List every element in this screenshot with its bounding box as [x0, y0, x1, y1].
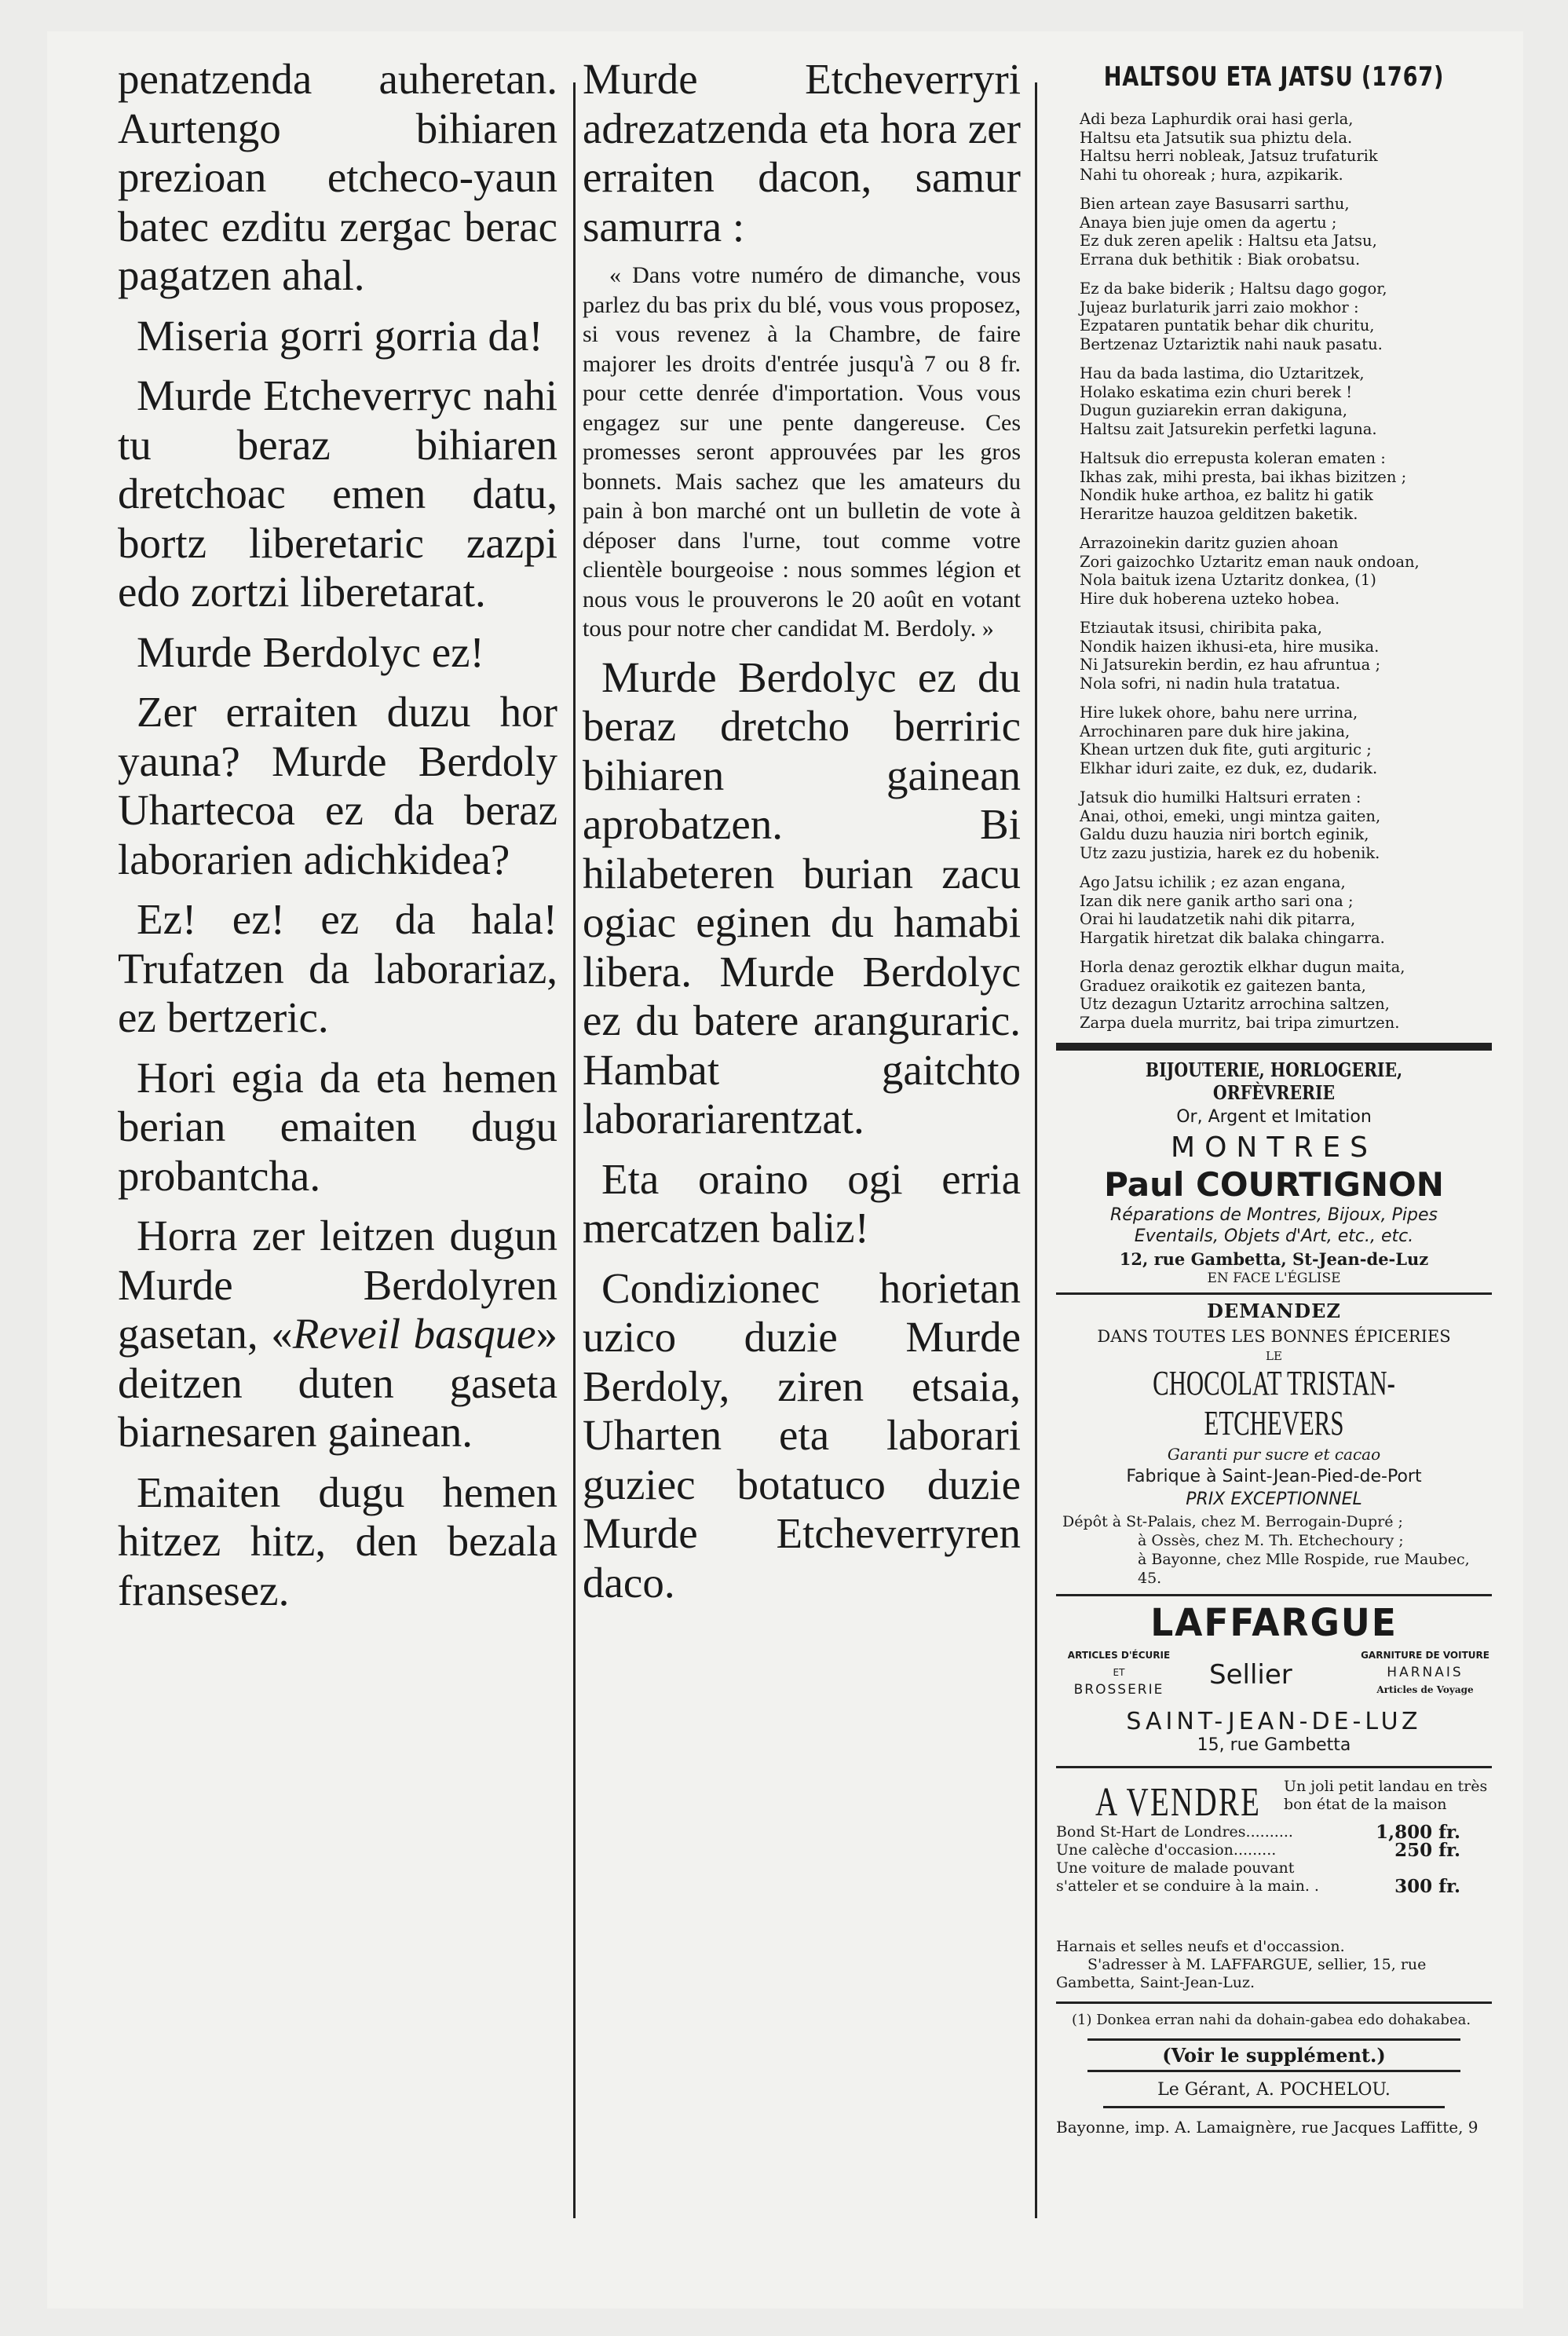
ad-heading: A VENDRE [1095, 1780, 1262, 1825]
poem-line: Ezpataren puntatik behar dik churitu, [1080, 316, 1375, 334]
poem-title: HALTSOU ETA JATSU (1767) [1103, 61, 1445, 93]
poem-line: Hire lukek ohore, bahu nere urrina, [1080, 704, 1358, 722]
poem-line: Utz dezagun Uztaritz arrochina saltzen, [1080, 995, 1390, 1013]
paragraph: Hori egia da eta hemen berian emaiten dugu probantcha. [118, 1053, 557, 1200]
poem-stanza [1080, 704, 1492, 777]
ad-left-block [1056, 1647, 1182, 1698]
ad-line: 15, rue Gambetta [1197, 1735, 1351, 1755]
ad-line: HARNAIS [1387, 1665, 1464, 1680]
supplement-note: (Voir le supplément.) [1162, 2044, 1386, 2067]
poem-line: Hau da bada lastima, dio Uztaritzek, [1080, 364, 1365, 382]
column-rule-1 [573, 82, 576, 2218]
column-rule-2 [1035, 82, 1037, 2218]
divider [1056, 1766, 1492, 1768]
poem-line: Anaya bien juje omen da agertu ; [1080, 213, 1337, 232]
ad-line: Un joli petit landau en très bon état de la maison [1284, 1778, 1488, 1813]
poem-stanza [1080, 280, 1492, 353]
poem-line: Anai, othoi, emeki, ungi mintza gaiten, [1080, 806, 1381, 825]
poem-line: Orai hi laudatzetik nahi dik pitarra, [1080, 910, 1356, 928]
poem-line: Hire duk hoberena uzteko hobea. [1080, 589, 1340, 608]
poem-line: Ez duk zeren apelik : Haltsu eta Jatsu, [1080, 232, 1377, 250]
poem-line: Khean urtzen duk fite, guti argituric ; [1080, 740, 1372, 759]
ad-right-block [1358, 1647, 1492, 1698]
paragraph: Murde Berdolyc ez! [137, 627, 484, 676]
ad-line: à Ossès, chez M. Th. Etchechoury ; [1138, 1532, 1404, 1549]
ad-line: MONTRES [1171, 1131, 1377, 1164]
poem-line: Nondik huke arthoa, ez balitz hi gatik [1080, 486, 1373, 504]
gerant: Le Gérant, A. POCHELOU. [1157, 2080, 1391, 2100]
poem-line: Haltsuk dio errepusta koleran ematen : [1080, 449, 1386, 467]
sale-item-price: 250 fr. [1394, 1840, 1460, 1861]
poem-line: Utz zazu justizia, harek ez du hobenik. [1080, 843, 1380, 862]
ad-line: Réparations de Montres, Bijoux, Pipes [1110, 1205, 1438, 1225]
ad-line: LE [1266, 1349, 1282, 1363]
ad-line: Fabrique à Saint-Jean-Pied-de-Port [1126, 1467, 1422, 1486]
paragraph: Zer erraiten duzu hor yauna? Murde Berdoly Uhartecoa ez da beraz laborarien adichkidea? [118, 688, 557, 883]
column-2 [583, 55, 1021, 1618]
poem-line: Bertzenaz Uztariztik nahi nauk pasatu. [1080, 334, 1383, 353]
poem-line: Arrochinaren pare duk hire jakina, [1080, 722, 1351, 740]
ad-line: à Bayonne, chez Mlle Rospide, rue Maubec, 45. [1138, 1551, 1470, 1587]
divider [1056, 2002, 1492, 2004]
poem-line: Dugun guziarekin erran dakiguna, [1080, 401, 1347, 419]
paragraph: Ez! ez! ez da hala! Trufatzen da laborariaz, ez bertzeric. [118, 895, 557, 1041]
poem-stanza [1080, 110, 1492, 184]
poem-line: Nola sofri, ni nadin hula tratatua. [1080, 674, 1341, 693]
footnote: (1) Donkea erran nahi da dohain-gabea edo dohakabea. [1072, 2012, 1471, 2028]
ad-line: S'adresser à M. LAFFARGUE, sellier, 15, rue Gambetta, Saint-Jean-Luz. [1056, 1956, 1427, 1991]
poem-line: Errana duk bethitik : Biak orobatsu. [1080, 250, 1361, 269]
poem-stanza [1080, 958, 1492, 1032]
ad-line: GARNITURE DE VOITURE [1361, 1650, 1489, 1661]
paragraph: Miseria gorri gorria da! [137, 311, 543, 360]
column-1 [118, 55, 557, 1626]
poem-line: Ni Jatsurekin berdin, ez hau afruntua ; [1080, 656, 1381, 674]
paragraph: Murde Etcheverryri adrezatzenda eta hora zer erraiten dacon, samur samurra : [583, 55, 1021, 250]
ad-line: Harnais et selles neufs et d'occassion. [1056, 1938, 1345, 1955]
ad-heading: DEMANDEZ [1207, 1300, 1341, 1322]
poem-line: Izan dik nere ganik artho sari ona ; [1080, 891, 1354, 910]
poem-line: Elkhar iduri zaite, ez duk, ez, dudarik. [1080, 759, 1378, 777]
poem-line: Horla denaz geroztik elkhar dugun maita, [1080, 958, 1405, 976]
poem-line: Haltsu eta Jatsutik sua phiztu dela. [1080, 128, 1353, 147]
ad-line: Dépôt à St-Palais, chez M. Berrogain-Dupré ; [1062, 1513, 1403, 1530]
poem-line: Galdu duzu hauzia niri bortch eginik, [1080, 825, 1369, 843]
poem-line: Nola baituk izena Uztaritz donkea, (1) [1080, 571, 1376, 589]
sale-item [1056, 1877, 1492, 1895]
poem-line: Zarpa duela murritz, bai tripa zimurtzen. [1080, 1013, 1400, 1032]
ad-line: ARTICLES D'ÉCURIE [1067, 1650, 1171, 1661]
ad-line: DANS TOUTES LES BONNES ÉPICERIES [1097, 1327, 1451, 1346]
poem-line: Bien artean zaye Basusarri sarthu, [1080, 195, 1350, 213]
newspaper-name: Reveil basque [292, 1310, 536, 1358]
column-3 [1056, 61, 1492, 2137]
poem-line: Zori gaizochko Uztaritz eman nauk ondoan, [1080, 552, 1420, 571]
poem-line: Jujeaz burlaturik jarri zaio mokhor : [1080, 298, 1359, 316]
poem-line: Holako eskatima ezin churi berek ! [1080, 382, 1353, 401]
divider [1056, 1594, 1492, 1596]
poem-stanza [1080, 364, 1492, 438]
ad-chocolat [1056, 1300, 1492, 1588]
ad-a-vendre [1056, 1773, 1492, 1938]
poem-stanza [1080, 534, 1492, 608]
ad-line: Articles de Voyage [1376, 1684, 1474, 1695]
poem-line: Ikhas zak, mihi presta, bai ikhas bizitzen ; [1080, 467, 1407, 486]
ad-line: ET [1113, 1667, 1125, 1678]
sale-item-price: 1,800 fr. [1376, 1822, 1460, 1843]
poem-line: Adi beza Laphurdik orai hasi gerla, [1080, 110, 1354, 128]
sale-item-text: Bond St-Hart de Londres.......... [1056, 1823, 1293, 1841]
poem-line: Ago Jatsu ichilik ; ez azan engana, [1080, 873, 1346, 891]
poem-stanza [1080, 195, 1492, 269]
poem-line: Etziautak itsusi, chiribita paka, [1080, 619, 1322, 637]
sale-item-text: Une voiture de malade pouvant [1056, 1859, 1295, 1877]
paragraph: penatzenda auheretan. Aurtengo bihiaren prezioan etcheco-yaun batec ezditu zergac berac pagatzen ahal. [118, 55, 557, 299]
divider [1087, 2070, 1460, 2072]
divider [1087, 2038, 1460, 2041]
poem-line: Heraritze hauzoa gelditzen baketik. [1080, 504, 1358, 523]
poem-line: Nahi tu ohoreak ; hura, azpikarik. [1080, 165, 1343, 184]
paragraph: Emaiten dugu hemen hitzez hitz, den bezala fransesez. [118, 1468, 557, 1614]
ad-name: Paul COURTIGNON [1104, 1165, 1444, 1204]
ad-address: 12, rue Gambetta, St-Jean-de-Luz [1119, 1249, 1429, 1269]
poem-line: Nondik haizen ikhusi-eta, hire musika. [1080, 637, 1380, 656]
poem-stanza [1080, 873, 1492, 947]
ad-depots [1062, 1512, 1492, 1588]
sale-item-price: 300 fr. [1394, 1876, 1460, 1897]
imprint: Bayonne, imp. A. Lamaignère, rue Jacques Laffitte, 9 [1056, 2118, 1478, 2137]
ad-line: SAINT-JEAN-DE-LUZ [1126, 1708, 1422, 1735]
ad-courtignon [1056, 1058, 1492, 1286]
ad-name: CHOCOLAT TRISTAN-ETCHEVERS [1153, 1364, 1395, 1442]
text-run: Horra zer leitzen dugun Murde Berdolyren gasetan, « [118, 1212, 557, 1358]
sale-item-text: s'atteler et se conduire à la main. . [1056, 1877, 1319, 1895]
ad-line: PRIX EXCEPTIONNEL [1186, 1490, 1362, 1509]
poem-line: Ez da bake biderik ; Haltsu dago gogor, [1080, 280, 1387, 298]
ad-extra [1056, 1938, 1492, 1992]
french-quote: « Dans votre numéro de dimanche, vous parlez du bas prix du blé, vous vous proposez, si vous revenez à la Chambre, de faire majorer les droits d'entrée jusqu'à 7 ou 8 fr. pour cette denrée d'importation. Vous vous engagez sur une pente dangereuse. Ces promesses seront approuvées par les gros bonnets. Mais sachez que les amateurs du pain à bon marché ont un bulletin de vote à déposer dans l'urne, tout comme votre clientèle bourgeoise : nous sommes légion et nous vous le prouverons le 20 août en votant tous pour notre cher candidat M. Berdoly. » [583, 262, 1021, 642]
ad-items [1056, 1823, 1492, 1895]
ad-line: EN FACE L'ÉGLISE [1207, 1270, 1341, 1286]
poem-stanza [1080, 788, 1492, 862]
ad-laffargue [1056, 1601, 1492, 1758]
paragraph: Condizionec horietan uzico duzie Murde Berdoly, ziren etsaia, Uharten eta laborari guziec botatuco duzie Murde Etcheverryren daco. [583, 1263, 1021, 1607]
ad-name: LAFFARGUE [1150, 1601, 1398, 1645]
ad-line: Or, Argent et Imitation [1176, 1107, 1372, 1127]
sale-item-text: Une calèche d'occasion......... [1056, 1841, 1277, 1859]
divider [1103, 2106, 1445, 2108]
paragraph: Eta oraino ogi erria mercatzen baliz! [583, 1154, 1021, 1252]
ad-line: Garanti pur sucre et cacao [1167, 1445, 1381, 1464]
ad-heading: BIJOUTERIE, HORLOGERIE, ORFÈVRERIE [1145, 1058, 1403, 1104]
poem-line: Hargatik hiretzat dik balaka chingarra. [1080, 928, 1385, 947]
paragraph: Murde Etcheverryc nahi tu beraz bihiaren dretchoac emen datu, bortz liberetaric zazpi edo zortzi liberetarat. [118, 371, 557, 616]
sale-item [1056, 1841, 1492, 1859]
poem [1056, 110, 1492, 1032]
paragraph-gaseta [118, 1212, 557, 1457]
sale-item [1056, 1859, 1492, 1877]
ad-line: Eventails, Objets d'Art, etc., etc. [1134, 1226, 1414, 1246]
paragraph: Murde Berdolyc ez du beraz dretcho berriric bihiaren gainean aprobatzen. Bi hilabeteren burian zacu ogiac eginen du hamabi libera. Murde Berdolyc ez du batere aranguraric. Hambat gaitchto laborariarentzat. [583, 653, 1021, 1142]
poem-line: Arrazoinekin daritz guzien ahoan [1080, 534, 1339, 552]
poem-line: Haltsu herri nobleak, Jatsuz trufaturik [1080, 147, 1378, 165]
ad-line: BROSSERIE [1073, 1682, 1164, 1698]
text-run: » deitzen duten gaseta biarnesaren gainean. [118, 1310, 557, 1456]
poem-line: Graduez oraikotik ez gaitezen banta, [1080, 976, 1366, 995]
sale-item [1056, 1823, 1492, 1841]
poem-stanza [1080, 449, 1492, 523]
divider [1056, 1292, 1492, 1295]
poem-stanza [1080, 619, 1492, 693]
ad-line: Sellier [1209, 1659, 1292, 1691]
poem-line: Haltsu zait Jatsurekin perfetki laguna. [1080, 419, 1377, 438]
poem-line: Jatsuk dio humilki Haltsuri erraten : [1080, 788, 1361, 806]
divider [1056, 1043, 1492, 1051]
